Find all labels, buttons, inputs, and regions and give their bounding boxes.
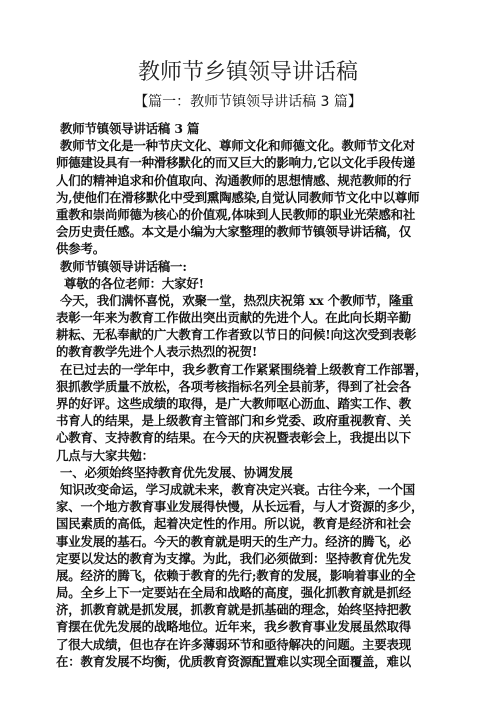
text-line: 狠抓教学质量不放松，各项考核指标名列全县前茅，得到了社会各 — [56, 378, 411, 394]
text-line: 国民素质的高低，起着决定性的作用。所以说，教育是经济和社会 — [56, 516, 411, 532]
text-line: 为,使他们在滑移默化中受到熏陶感染,自觉认同教师节文化中以尊师 — [56, 189, 420, 205]
text-line: 会历史责任感。本文是小编为大家整理的教师节镇领导讲话稿，仅 — [56, 224, 411, 240]
text-line: 今天，我们满怀喜悦，欢聚一堂，热烈庆祝第 xx 个教师节，隆重 — [60, 292, 414, 308]
text-line: 家、一个地方教育事业发展得快慢，从长远看，与人才资源的多少， — [56, 499, 424, 515]
text-line: 教师节镇领导讲话稿 3 篇 — [60, 121, 200, 136]
text-line: 定要以发达的教育为支撑。为此，我们必须做到：坚持教育优先发 — [56, 550, 411, 566]
page-title: 教师节乡镇领导讲话稿 — [137, 60, 358, 85]
text-line: 人们的精神追求和价值取向、沟通教师的思想情感、规范教师的行 — [56, 172, 411, 188]
text-line: 育摆在优先发展的战略地位。近年来，我乡教育事业发展虽然取得 — [56, 619, 411, 635]
text-line: 知识改变命运，学习成就未来，教育决定兴衰。古往今来，一个国 — [60, 481, 415, 497]
text-line: 济，抓教育就是抓发展，抓教育就是抓基础的理念，始终坚持把教 — [56, 602, 411, 618]
text-line: 表彰一年来为教育工作做出突出贡献的先进个人。在此向长期辛勤 — [56, 310, 411, 326]
text-line: 尊敬的各位老师：大家好! — [64, 275, 204, 291]
text-line: 一、必须始终坚持教育优先发展、协调发展 — [60, 464, 293, 480]
text-line: 耕耘、无私奉献的广大教育工作者致以节日的问候!向这次受到表彰 — [56, 327, 417, 343]
section-subtitle: 【篇一：教师节镇领导讲话稿 3 篇】 — [134, 94, 362, 110]
text-line: 几点与大家共勉： — [56, 447, 154, 463]
text-line: 重教和崇尚师德为核心的价值观,体味到人民教师的职业光荣感和社 — [56, 206, 416, 222]
text-line: 了很大成绩，但也存在许多薄弱环节和亟待解决的问题。主要表现 — [56, 636, 411, 652]
text-line: 事业发展的基石。今天的教育就是明天的生产力。经济的腾飞，必 — [56, 533, 411, 549]
text-line: 的教育教学先进个人表示热烈的祝贺! — [56, 344, 258, 360]
text-line: 界的好评。这些成绩的取得，是广大教师呕心沥血、踏实工作、教 — [56, 396, 411, 411]
text-line: 在：教育发展不均衡，优质教育资源配置难以实现全面覆盖，难以 — [56, 653, 411, 669]
text-line: 书育人的结果，是上级教育主管部门和乡党委、政府重视教育、关 — [56, 413, 411, 429]
text-line: 在已过去的一学年中，我乡教育工作紧紧围绕着上级教育工作部署， — [60, 361, 428, 377]
text-line: 供参考。 — [56, 241, 105, 257]
text-line: 教师节镇领导讲话稿一: — [60, 258, 187, 274]
text-line: 心教育、支持教育的结果。在今天的庆祝暨表彰会上，我提出以下 — [56, 430, 411, 446]
document-body — [56, 120, 446, 670]
text-line: 教师节文化是一种节庆文化、尊师文化和师德文化。教师节文化对 — [60, 138, 415, 154]
text-line: 师德建设具有一种滑移默化的而又巨大的影响力,它以文化手段传递 — [56, 155, 416, 171]
text-line: 局。全乡上下一定要站在全局和战略的高度，强化抓教育就是抓经 — [56, 585, 411, 601]
text-line: 展。经济的腾飞，依赖于教育的先行;教育的发展，影响着事业的全 — [56, 567, 416, 583]
